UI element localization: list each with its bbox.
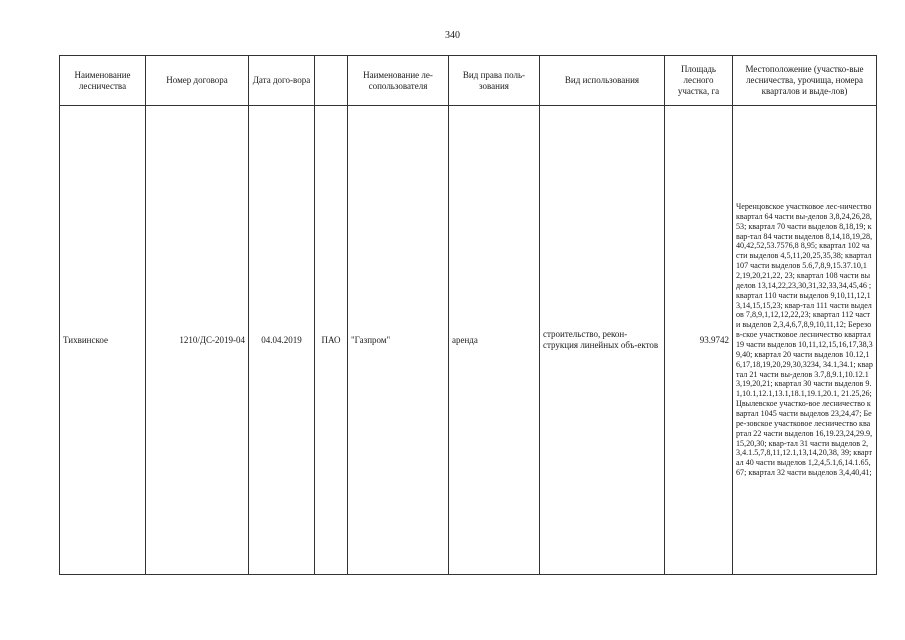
header-usage-type: Вид использования (540, 56, 665, 106)
header-forestry: Наименование лесничества (60, 56, 146, 106)
cell-usage-type: строительство, рекон-струкция линейных объ-ектов (540, 106, 665, 575)
header-blank (315, 56, 348, 106)
page-number: 340 (445, 30, 460, 41)
table-row (60, 106, 877, 575)
header-contract-date: Дата дого-вора (249, 56, 315, 106)
header-forest-user: Наименование ле-сопользователя (348, 56, 449, 106)
cell-org-form: ПАО (315, 106, 348, 575)
cell-location: Черенцовское участковое лес-ничество квартал 64 части вы-делов 3,8,24,26,28,53; квартал 70 части выделов 8,18,19; квар-тал 84 части выделов 8,14,18,19,28,40,42,52,53.7576,8 8,95; квартал 102 части выделов 4,5,11,20,25,35,38; квартал 107 части выделов 5.6,7,8,9,15.37.10,12,19,20,21,22, 23; квартал 108 части выделов 13,14,22,23,30,31,32,33,34,45,46 ; квартал 110 части выделов 9,10,11,12,13,14,15,15,23; квар-тал 111 части выделов 7,8,9,1,12,12,22,23; квартал 112 части выделов 2,3,4,6,7,8,9,10,11,12; Березов-ское участковое лесничество квартал 19 части выделов 10,11,12,15,16,17,38,39,40; квартал 20 части выделов 10.12,16,17,18,19,20,29,30,3234, 34.1,34.1; квартал 21 части вы-делов 3.7,8,9.1,10.12.13,19,20,21; квартал 30 части выделов 9.1,10.1,12.1,13.1,18.1,19.1,20.1, 21.25,26; Цвылевское участко-вое лесничество квартал 1045 части выделов 23,24,47; Бере-зовское участковое лесничество квартал 22 части выделов 16,19.23,24,29.9,15,20,30; квар-тал 31 части выделов 2,3,4.1.5,7,8,11,12.1,13,14,20,38, 39; квартал 40 части выделов 1,2,4,5.1,6,14.1.65,67; квартал 32 части выделов 3,4,40,41; (733, 106, 877, 575)
header-area: Площадь лесного участка, га (665, 56, 733, 106)
table-header-row (60, 56, 877, 106)
header-location: Местоположение (участко-вые лесничества, урочища, номера кварталов и выде-лов) (733, 56, 877, 106)
header-contract-number: Номер договора (146, 56, 249, 106)
header-right-type: Вид права поль-зования (449, 56, 540, 106)
cell-area: 93.9742 (665, 106, 733, 575)
cell-forestry: Тихвинское (60, 106, 146, 575)
cell-contract-number: 1210/ДС-2019-04 (146, 106, 249, 575)
cell-right-type: аренда (449, 106, 540, 575)
cell-contract-date: 04.04.2019 (249, 106, 315, 575)
lease-registry-table (59, 55, 877, 575)
cell-forest-user: "Газпром" (348, 106, 449, 575)
